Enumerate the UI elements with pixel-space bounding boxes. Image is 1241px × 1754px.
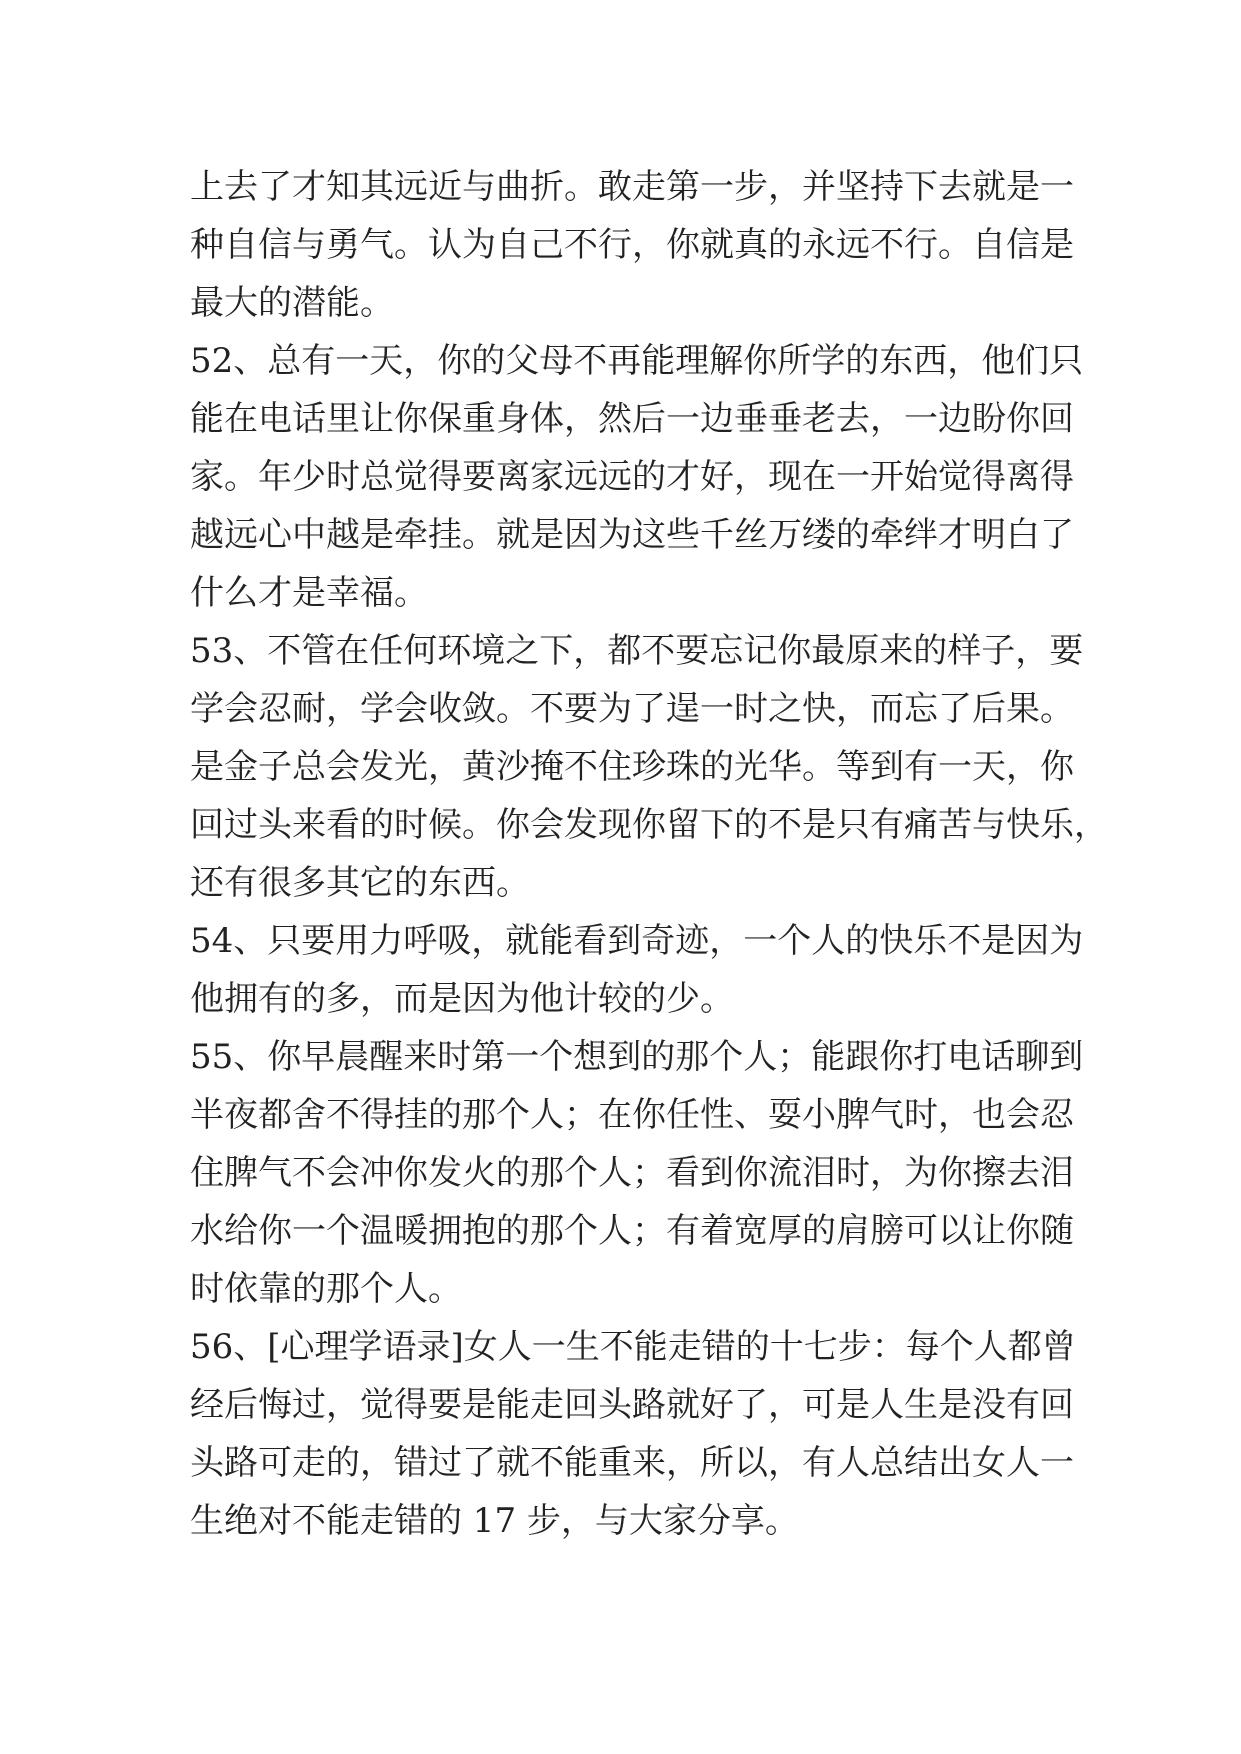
text-line: 家。年少时总觉得要离家远远的才好，现在一开始觉得离得 bbox=[190, 457, 1074, 497]
text-line: 52、总有一天，你的父母不再能理解你所学的东西，他们只 bbox=[190, 341, 1084, 381]
text-line: 生绝对不能走错的 17 步，与大家分享。 bbox=[190, 1501, 799, 1541]
text-line: 是金子总会发光，黄沙掩不住珍珠的光华。等到有一天，你 bbox=[190, 747, 1074, 787]
text-line: 时依靠的那个人。 bbox=[190, 1269, 462, 1309]
text-line: 回过头来看的时候。你会发现你留下的不是只有痛苦与快乐， bbox=[190, 805, 1108, 845]
text-line: 最大的潜能。 bbox=[190, 283, 394, 323]
text-line: 上去了才知其远近与曲折。敢走第一步，并坚持下去就是一 bbox=[190, 167, 1074, 207]
text-line: 越远心中越是牵挂。就是因为这些千丝万缕的牵绊才明白了 bbox=[190, 515, 1074, 555]
text-line: 住脾气不会冲你发火的那个人；看到你流泪时，为你擦去泪 bbox=[190, 1153, 1074, 1193]
text-line: 学会忍耐，学会收敛。不要为了逞一时之快，而忘了后果。 bbox=[190, 689, 1074, 729]
text-line: 54、只要用力呼吸，就能看到奇迹，一个人的快乐不是因为 bbox=[190, 921, 1084, 961]
text-line: 55、你早晨醒来时第一个想到的那个人；能跟你打电话聊到 bbox=[190, 1037, 1084, 1077]
text-line: 水给你一个温暖拥抱的那个人；有着宽厚的肩膀可以让你随 bbox=[190, 1211, 1074, 1251]
document-body bbox=[190, 158, 1108, 1550]
text-line: 经后悔过，觉得要是能走回头路就好了，可是人生是没有回 bbox=[190, 1385, 1074, 1425]
text-line: 56、[心理学语录]女人一生不能走错的十七步：每个人都曾 bbox=[190, 1327, 1076, 1367]
text-line: 半夜都舍不得挂的那个人；在你任性、耍小脾气时，也会忍 bbox=[190, 1095, 1074, 1135]
text-line: 什么才是幸福。 bbox=[190, 573, 428, 613]
text-line: 种自信与勇气。认为自己不行，你就真的永远不行。自信是 bbox=[190, 225, 1074, 265]
text-line: 还有很多其它的东西。 bbox=[190, 863, 530, 903]
text-line: 能在电话里让你保重身体，然后一边垂垂老去，一边盼你回 bbox=[190, 399, 1074, 439]
text-line: 53、不管在任何环境之下，都不要忘记你最原来的样子，要 bbox=[190, 631, 1084, 671]
text-line: 头路可走的，错过了就不能重来，所以，有人总结出女人一 bbox=[190, 1443, 1074, 1483]
text-line: 他拥有的多，而是因为他计较的少。 bbox=[190, 979, 734, 1019]
